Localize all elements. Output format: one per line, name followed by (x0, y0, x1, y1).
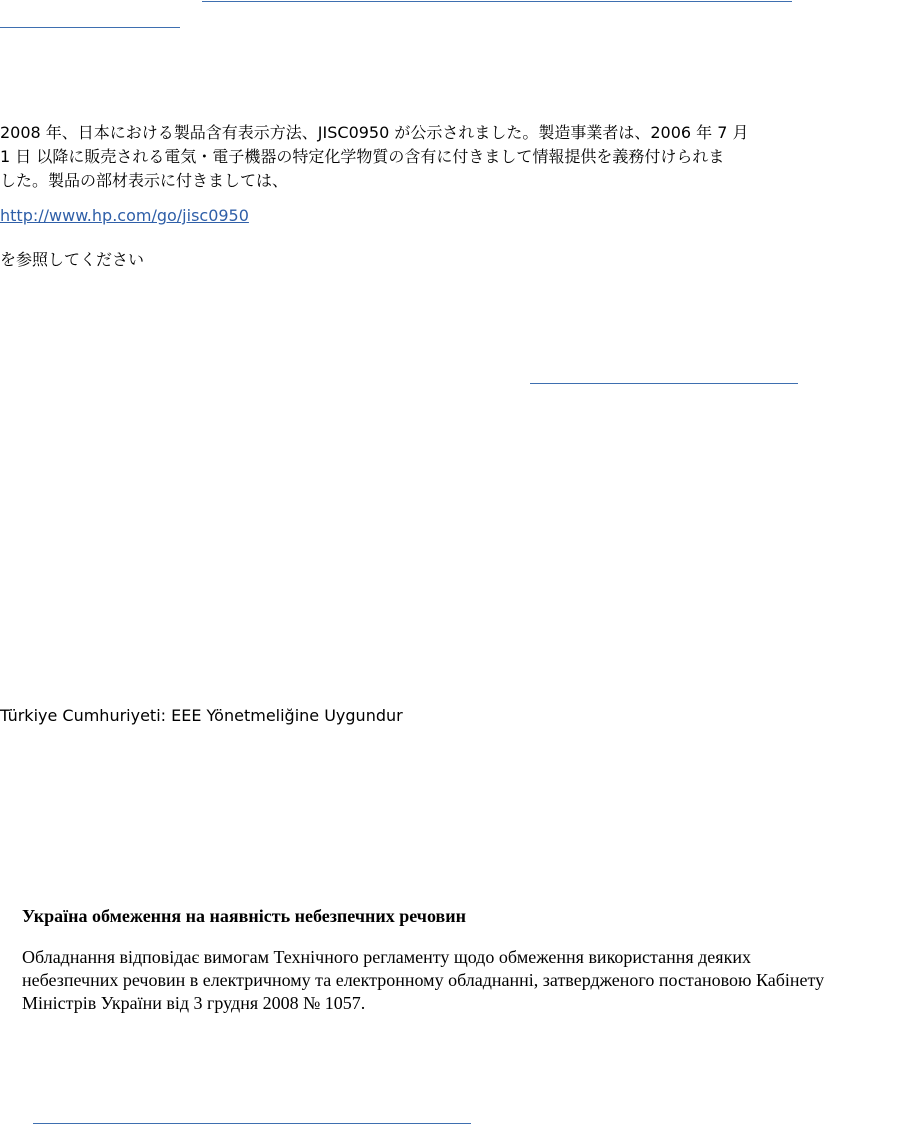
top-link-underline-continued (0, 27, 180, 28)
ukraine-heading: Україна обмеження на наявність небезпечних речовин (22, 906, 466, 926)
mid-link-underline (530, 383, 798, 384)
ukraine-notice-line: Міністрів України від 3 грудня 2008 № 1057. (22, 993, 366, 1013)
turkey-eee-statement: Türkiye Cumhuriyeti: EEE Yönetmeliğine Uygundur (0, 706, 403, 725)
japan-notice-line: 1 日 以降に販売される電気・電子機器の特定化学物質の含有に付きまして情報提供を義務付けられま (0, 147, 725, 166)
ukraine-notice-line: Обладнання відповідає вимогам Технічного регламенту щодо обмеження використання деяких (22, 947, 751, 967)
ukraine-notice-line: небезпечних речовин в електричному та електронному обладнанні, затвердженого постановою Кабінету (22, 970, 825, 990)
top-link-underline (202, 1, 792, 2)
japan-notice (0, 121, 904, 193)
ukraine-notice (22, 946, 902, 1015)
japan-notice-line: した。製品の部材表示に付きましては、 (0, 171, 289, 190)
japan-notice-line: 2008 年、日本における製品含有表示方法、JISC0950 が公示されました。製造事業者は、2006 年 7 月 (0, 123, 749, 142)
jisc0950-link[interactable]: http://www.hp.com/go/jisc0950 (0, 206, 249, 225)
bottom-link-underline (33, 1123, 471, 1124)
japan-notice-refer-text: を参照してください (0, 250, 145, 269)
